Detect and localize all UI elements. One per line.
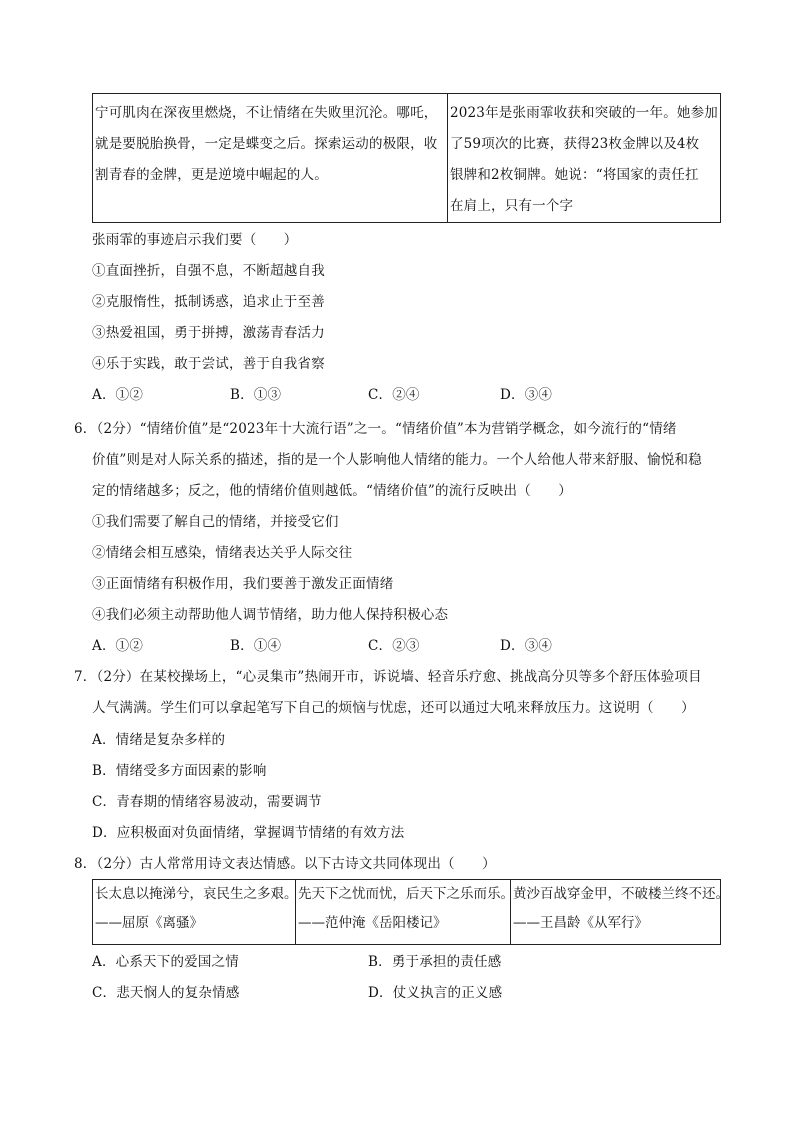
q7-stem-line: 7．（2分）在某校操场上，“心灵集市”热闹开市，诉说墙、轻音乐疗愈、挑战高分贝等多个舒压体验项目 bbox=[74, 669, 702, 685]
q8-poem-verse: 长太息以掩涕兮，哀民生之多艰。 bbox=[95, 886, 298, 902]
q6-option-b[interactable]: B．①④ bbox=[230, 638, 282, 654]
q5-material-left-cell bbox=[93, 94, 448, 223]
q7-option-b[interactable]: B．情绪受多方面因素的影响 bbox=[92, 763, 267, 779]
q8-option-b[interactable]: B．勇于承担的责任感 bbox=[368, 954, 502, 970]
q8-poem-cell bbox=[296, 880, 514, 945]
q7-option-a[interactable]: A．情绪是复杂多样的 bbox=[92, 732, 226, 748]
q5-option-c[interactable]: C．②④ bbox=[368, 387, 420, 403]
q8-option-c[interactable]: C．悲天悯人的复杂情感 bbox=[92, 985, 240, 1001]
q5-statement: ①直面挫折，自强不息，不断超越自我 bbox=[92, 263, 325, 279]
q8-option-d[interactable]: D．仗义执言的正义感 bbox=[368, 985, 503, 1001]
q6-option-d[interactable]: D．③④ bbox=[500, 638, 553, 654]
q5-material-right-line: 在肩上，只有一个字 bbox=[449, 198, 574, 214]
q5-material-right-line: 银牌和2枚铜牌。她说：“将国家的责任扛 bbox=[449, 167, 699, 183]
q5-option-b[interactable]: B．①③ bbox=[230, 387, 282, 403]
q8-poem-cell bbox=[93, 880, 296, 945]
q6-option-a[interactable]: A．①② bbox=[92, 638, 144, 654]
q5-material-right-line: 2023年是张雨霏收获和突破的一年。她参加 bbox=[449, 105, 718, 121]
q5-option-a[interactable]: A．①② bbox=[92, 387, 144, 403]
q7-option-c[interactable]: C．青春期的情绪容易波动，需要调节 bbox=[92, 794, 322, 810]
q8-poem-verse: 黄沙百战穿金甲，不破楼兰终不还。 bbox=[513, 886, 729, 902]
q5-material-left-line: 宁可肌肉在深夜里燃烧，不让情绪在失败里沉沦。哪吒， bbox=[95, 105, 438, 121]
q8-option-a[interactable]: A．心系天下的爱国之情 bbox=[92, 954, 239, 970]
q6-statement: ①我们需要了解自己的情绪，并接受它们 bbox=[92, 514, 339, 530]
q6-stem-line: 价值”则是对人际关系的描述，指的是一个人影响他人情绪的能力。一个人给他人带来舒服、愉悦和稳 bbox=[92, 452, 702, 468]
q5-material-right-line: 了59项次的比赛，获得23枚金牌以及4枚 bbox=[449, 136, 700, 152]
q6-stem-line: 定的情绪越多；反之，他的情绪价值则越低。“情绪价值”的流行反映出（ ） bbox=[92, 483, 573, 499]
q8-poem-source: ——范仲淹《岳阳楼记》 bbox=[298, 915, 447, 931]
q5-statement: ②克服惰性，抵制诱惑，追求止于至善 bbox=[92, 294, 325, 310]
q8-poem-table bbox=[92, 879, 729, 945]
q5-question: 张雨霏的事迹启示我们要（ ） bbox=[92, 232, 298, 248]
q5-material-table bbox=[92, 93, 721, 223]
q6-stem-line: 6．（2分）“情绪价值”是“2023年十大流行语”之一。“情绪价值”本为营销学概念，如今流行的“情绪 bbox=[74, 421, 677, 437]
q8-stem: 8．（2分）古人常常用诗文表达情感。以下古诗文共同体现出（ ） bbox=[74, 856, 496, 872]
q5-material-left-line: 割青春的金牌，更是逆境中崛起的人。 bbox=[95, 167, 328, 183]
q6-statement: ③正面情绪有积极作用，我们要善于激发正面情绪 bbox=[92, 576, 394, 592]
q5-statement: ③热爱祖国，勇于拼搏，激荡青春活力 bbox=[92, 325, 325, 341]
q5-option-d[interactable]: D．③④ bbox=[500, 387, 553, 403]
q6-statement: ④我们必须主动帮助他人调节情绪，助力他人保持积极心态 bbox=[92, 607, 449, 623]
q6-statement: ②情绪会相互感染，情绪表达关乎人际交往 bbox=[92, 545, 353, 561]
q6-option-c[interactable]: C．②③ bbox=[368, 638, 420, 654]
q7-option-d[interactable]: D．应积极面对负面情绪，掌握调节情绪的有效方法 bbox=[92, 825, 405, 841]
q5-statement: ④乐于实践，敢于尝试，善于自我省察 bbox=[92, 356, 325, 372]
q8-poem-cell bbox=[511, 880, 729, 945]
q5-material-left-line: 就是要脱胎换骨，一定是蝶变之后。探索运动的极限，收 bbox=[95, 136, 438, 152]
q8-poem-verse: 先天下之忧而忧，后天下之乐而乐。 bbox=[298, 886, 514, 902]
q7-stem-line: 人气满满。学生们可以拿起笔写下自己的烦恼与忧虑，还可以通过大吼来释放压力。这说明（ ） bbox=[92, 700, 695, 716]
q8-poem-source: ——王昌龄《从军行》 bbox=[513, 915, 648, 931]
q8-poem-source: ——屈原《离骚》 bbox=[95, 915, 203, 931]
q5-material-right-cell bbox=[447, 94, 720, 223]
